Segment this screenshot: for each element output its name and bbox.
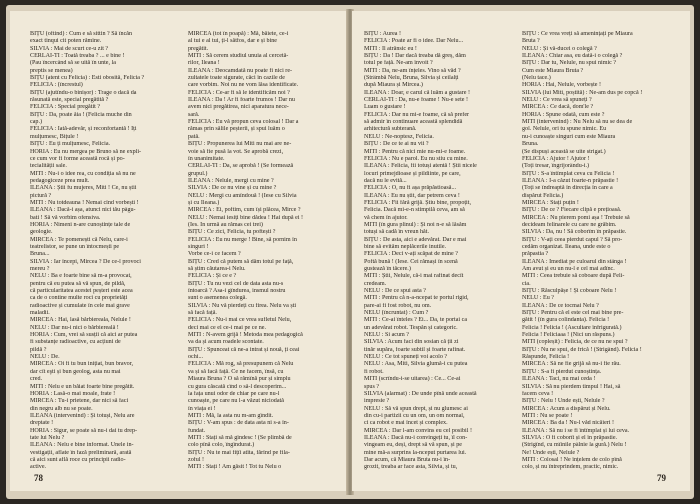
text-line: BIȚU : Da, poate ăia ! (Felicia muche din [30,111,132,118]
text-line: gătit ! (în gura colindanta). Felicia ! [522,317,610,324]
text-line: MIRCEA : Să ne fie grijă să nu-i fie rău. [522,361,621,368]
text-line: grozit, treaba ar face asta, Silvia, și tu, [364,464,458,471]
text-line: MITI : Pentru că nici mie nu-mi-e foame. [364,148,466,155]
text-line: BIȚU (oftind) : Cum e să sittin ? Să încăn [30,31,133,37]
right-page-number: 79 [657,473,666,483]
text-line: FELICIA : Mă rog, să presupunem că Nelu [188,361,294,368]
text-line: fi robot. [364,368,384,375]
text-line: (Se dispuși această se uite strigat.) [522,148,606,155]
text-line: BIȚU : De ce ? Fiecare clipă e prețioasă. [522,207,622,214]
text-line: NELU : Ne-noptesz, Felicia. [364,133,434,140]
text-line: MITI : Nelu e un băiat foarte bine pregătit. [30,383,135,390]
text-line: BIȚU : De ce te ai nu vii ? [364,141,429,148]
text-line: SILVIA (lui Miti, poștită) : Ne-am dus pe copcă ! [522,89,643,96]
text-line: singuri ! [188,243,209,250]
text-line: și cu Ileana.) [188,199,220,206]
text-line: MITI : Știi, Nelule, că-i mai rafinat decît [364,273,464,280]
text-line: cia. [522,280,531,287]
text-line: SILVIA : Mai de scurt ce-u zit ? [30,45,109,52]
text-line: pictură ? [30,192,52,199]
text-line: ca de o contine multe roci cu proprietăți [30,295,128,302]
text-line: ILEANA : Felicia, fii totuși atentă ! Știi nicele [364,163,477,170]
text-line: MIRCEA : Te pomenești că Nelu, care-i [30,236,128,243]
text-line: Cum este Miaura Bruta ? [522,67,584,74]
text-line: MITI : Să cerem studiul unuia al cercetă- [188,53,289,60]
text-line: pedagogiceze prea mult. [30,177,90,184]
text-line: cap.) [30,119,43,126]
text-line: MITI : Nu-i o idee rea, cu condiția să nu ne [30,170,136,177]
text-line: SILVIA : Să nu pierdem timpul ! Hai, să [522,383,621,390]
text-line: NELU : Și vă-ducei o colegă ? [522,45,597,52]
text-line: colo pînă colo, îngîndurat.) [188,442,255,449]
text-line: MITI (copleșit) : Felicia, de ce nu ne spui ? [522,339,628,346]
text-line: (Strâmbă Nelu, Bruna, Silvia și ceilalți [364,75,459,82]
text-line: SILVIA : Acum faci din sosian că ții zi [364,339,459,346]
text-line: MITI : Nu totdeauna ! Nemai cînd vorbești ! [30,199,139,206]
text-line: FELICIA : Nu e parol. Eu nu stiu cu mine. [364,155,468,162]
text-line: Felicia ! Felicia ! (Ascultare înfrigurată.) [522,324,622,331]
text-line: HORIA : Sigur, se poate să nu-i dai tu drep- [30,427,138,434]
text-line: Am avut și eu un nu-l e cel mai adînc. [522,266,615,272]
left-page [10,11,348,491]
text-line: cred. [30,376,43,383]
text-line: SILVIA : O fi coborît și el în prăpastie. [522,434,618,441]
text-line: SILVIA : De ce nu vine și cu mine ? [188,185,277,192]
text-line: impresie ? [364,398,390,405]
text-line: FELICIA : Special pregătit ? [30,104,101,111]
text-line: credeam. [364,280,387,287]
text-line: ILEANA : Eu nu știt, dar petrem ceva ! [364,192,460,199]
text-line: ILEANA : Taci, nu mai ceda ! [522,376,596,383]
text-line: pată. [188,133,200,140]
text-line: întoarcă ? Asa-i gîndurea, insmul nostru [188,288,286,295]
text-line: ILEANA : Doar, e carul că luăm a gustare ! [364,89,471,96]
left-page-number: 78 [34,473,43,483]
text-line: ci ca robot e mai încet și complex. [364,420,448,427]
text-line: cunoaște, pe care nu l-a văzut niciodată [188,398,284,405]
text-line: Bruna. [522,141,539,148]
text-line: CERLAI-TI : Da, se aprobă ! (Se formează [188,163,294,170]
text-line: FELICIA : Eu vă propun ceva colosal ! Dar a [188,119,299,126]
text-line: BIȚU : Răsculpășe ! Și coboare Nelu ! [522,288,617,295]
text-line: BIȚU : Aurea ! [364,31,402,37]
text-line: FELICIA : Eu nu merge ! Bine, să pornim în [188,236,297,243]
text-line: gustează în tăcere.) [364,266,411,272]
text-line: BIȚU : Tu nu vezi cel de data asta nu-s [188,280,284,287]
text-line: să admir în continuare această splendidă [364,119,463,126]
text-line: FELICIA : Iată-adevăr, și reconfortantă ! Îți [30,126,137,133]
text-line: ILEANA : Dacă-i așa, atunci nici tău pâgu- [30,207,136,214]
text-line: ILEANA : I-a căzut foarte-n prăpastie ! [522,177,619,184]
text-line: NELU : Nemai iesiți bine dădea ! Hai după ei ! [188,214,304,221]
text-line: Ne! Unde ești, Nelule ? [522,449,580,456]
text-line: CERLAI-TI : Toată treaba ? ... e bine ! [30,53,125,60]
text-line: dacă nu le evită... [364,177,407,184]
text-line: la fața unui odor de chiar pe care nu-l [188,390,280,397]
text-line: HORIA : Lasă-o mai moale, frate ! [30,390,116,397]
text-line: pentru că eu putea să vă spun, de pildă, [30,280,126,287]
text-line: ILEANA : Chiar asa, eu dată-i o colegă ? [522,53,623,60]
left-page-column-1 [30,31,180,471]
text-line: NELU : Ce tot spuneți voi acolo ? [364,354,448,361]
text-line: care vorbim. Noi nu ne vom lăsa identificate. [188,82,299,89]
text-line: Bruta ? [522,38,540,45]
text-line: MITI : Nu se poate ! [522,412,573,419]
text-line: HORIA : Nimeni n-are cunoștințe tale de [30,221,131,228]
text-line: Poftă bună ! (Iese. Cei rămași în scenă [364,258,458,265]
text-line: mulțumesc, Bițule ! [30,133,79,140]
text-line: sunt o asemenea colegă. [188,295,247,302]
text-line: totul pe față. Ne-am învoit ? [364,60,433,67]
text-line: ILEANA : Să nu i se fi întîmplat și lui ceva. [522,427,630,434]
text-line: FELICIA : Și ce e ? [188,273,237,280]
text-line: vestigații, aflate în fază preliminară, arată [30,449,132,456]
text-line: rămas prin sălile peșterii, și spui luăm o [188,126,285,133]
text-line: MITI : Da, ne-am înțeles. Vino să văd ? [364,67,461,74]
text-line: BIȚU : Propunerea lui Miti nu mai are ne- [188,141,292,148]
text-line: totuși să cadă în vreun hăt. [364,229,429,236]
text-line: FELICIA : Ajutor ! Ajutor ! [522,155,590,162]
text-line: va și să facă față. Ce ne facem, însă, cu [188,368,284,375]
text-line: MITI (intervenind) : Nu Nelu să nu se dea de [522,119,633,126]
text-line: MIRCEA : Stați puțin ! [522,199,579,206]
text-line: FELICIA : Nu-i mai ce vrea sufletul Nelu, [188,317,292,324]
text-line: colo, și nu întreprindem, practic, nimic. [522,464,619,471]
text-line: (Toți se îndreaptă în direcția în care a [522,185,613,192]
text-line: exact tinqui cit poten rămîne. [30,38,102,45]
text-line: MIRCEA : Acum a dispărut și Nelu. [522,405,611,412]
text-line: BIȚU : Cred că putem să dăm totul pe față, [188,258,294,265]
text-line: FELICIA : O, nu fi așa prăpăstioasă... [364,185,457,192]
text-line: pildă ? [30,346,47,353]
text-line: BIȚU (ajutîndu-o binișor) : Trage o dacă da [30,89,137,96]
text-line: dispărut Felicia.) [522,192,564,199]
text-line: SILVIA : Iar începi, Mircea ? De ce-l provoci [30,258,141,265]
text-line: (Nelu tace.) [522,75,551,82]
text-line: NELU (încruntat) : Cum ? [364,310,429,317]
text-line: (Strigînd, cu mîinile pâlnie la gură.) Nelu ! [522,442,627,449]
text-line: arhitectură subterană. [364,126,417,133]
text-line: MIRCEA : Dar l-am convins eu cel posibil ! [364,427,472,434]
text-line: MIRCEA : Tu-i prietene, dar nici să faci [30,398,129,405]
text-line: tate lui Nelu ? [30,434,65,441]
text-line: ILEANA : De ce tocmai Nelu ? [522,302,599,309]
text-line: BIȚU : S-a fi pierdut cunoștința. [522,368,602,375]
text-line: NELU : Ce vrea să spuneți ? [522,97,592,104]
text-line: zultatele toate sigurate, căci în cazile de [188,75,285,82]
text-line: gol. Nelule, ori tu spune nimic. Eu [522,126,607,133]
text-line: BIȚU : Nu ne spui, de frică ! (Strigând). Felicia ! [522,346,642,353]
text-line: BIȚU : Pentru că el este cel mai bine pre- [522,310,624,317]
text-line: grupul.) [188,170,208,177]
text-line: active. [30,464,47,471]
text-line: FELICIA : Dar nu mi-e foame, că să prefer [364,111,470,118]
text-line: BIȚU : V-am spus : de data asta ni s-a în- [188,420,289,427]
text-line: zoful ! [188,456,205,463]
text-line: vingeam eu, deși, drept să vă spun, și pe [364,442,462,449]
text-line: prăpastia ? [522,251,549,258]
text-line: că particularitatea acestei peșteri este acea [30,288,133,295]
text-line: HORIA : Hai, Nelule, vorbește ! [522,82,602,89]
text-line: că aici sunt află roce cu principii radio- [30,456,126,463]
text-line: după Miaura și Mircea.) [364,82,423,89]
text-line: (Pau încercând să se uită în unte, la [30,60,116,67]
left-page-column-2 [188,31,338,471]
text-line: ILEANA : Dacă nu-i convingeți tu, îl con- [364,434,468,441]
text-line: deci mai ce el ce-i mai pe ce ne. [188,324,266,331]
text-line: HORIA : Cum, vrei să susții că aici ar putea [30,332,138,339]
text-line: NELU : De. [30,354,60,361]
text-line: BIȚU : S-a întîmplat ceva cu Felicia ! [522,170,615,177]
right-page-column-1 [364,31,514,471]
text-line: teatrelistor, se pune un întocmești pe [30,243,120,250]
text-line: ILEANA : Nelule, mergi cu mine ? [188,177,274,184]
text-line: spus ? [364,383,380,390]
text-line: BIȚU : Da ! Dar dacă treaba dă greș, dăm [364,53,466,60]
text-line: ce cum vor fi forme această rocă și po- [30,155,125,162]
text-line: ILEANA : Da ! Ar fi foarte frumos ! Dar nu [188,97,295,104]
text-line: NELU : Dar nu-i nici o bărbiereală ! [30,324,119,331]
text-line: sară. [188,111,200,118]
text-line: NELU : Ba e foarte bine să m-a provocat, [30,273,132,280]
text-line: (Ies. În urmă au rămas cei trei) [188,221,263,228]
text-line: BIȚU : Spunceat că ne-a intrat și nouă, ți ceai [188,346,300,353]
text-line: Luam o gustare ! [364,104,406,111]
text-line: BIȚU : Ce zici, Felicia, tu poftești ? [188,229,276,236]
text-line: Miaura Bruna ? O să rămînă pur și simplu [188,376,291,383]
text-line: cedăm organizat. Ileana, unde este o [522,243,611,250]
text-line: decideam felinarele cu care ne grăbim. [522,221,617,228]
text-line: va da și acum roadele scontate. [188,339,264,346]
text-line: tinăr supăra, foarte subtil și foarte rafinat. [364,346,466,353]
text-line: NELU : Mergi cu amîndouă ! (Iese cu Silvia [188,192,297,199]
text-line: NELU : Să vă spun drept, și nu glumesc ai [364,405,468,412]
text-line: BIȚU : Nelu ! Unde ești, Nelule ? [522,398,605,405]
text-line: pregătit. [188,45,209,52]
text-line: avem nici pregătirea, nici aparatura nece- [188,104,289,111]
text-line: ILEANA : Imediat pe culoarul din stânga ! [522,258,627,265]
text-line: din cu-i partizii cu un om, un om normal, [364,412,465,419]
text-line: răsunată este, special pregătită ? [30,97,109,104]
text-line: maladii. [30,310,50,317]
text-line: FELICIA : Fii fără grijă. Știu bine, propoțit, [364,199,471,206]
text-line: tecialității sale. [30,163,67,170]
text-line: radioactive și cumulate în cele mai grave [30,302,130,309]
text-line: MITI : Stați să mă gîndesc ! (Se plimbă de [188,434,292,441]
text-line: SILVIA : Da, nu ! Să coborîm în prăpastie. [522,229,627,236]
text-line: Răspunde, Felicia ! [522,354,570,361]
text-line: să știm căutarea-i Nelu. [188,266,246,272]
text-line: MITI : N-avem grijă ! Metoda mea pedagogică [188,332,303,339]
text-line: ochi... [188,354,204,361]
text-line: NELU : Eu ? [522,295,554,302]
text-line: mine mă-a surprins la-nceput purtarea lui. [364,449,467,456]
text-line: mereu ? [30,266,50,272]
text-line: ILEANA : Deocamdată nu poate fi nici re- [188,67,293,74]
text-line: bati ! Să vă vorbim ofensiva. [30,214,101,221]
text-line: MITI : Pentru că n-a-ncepat te portul rigid, [364,295,469,302]
text-line: dreptate ! [30,420,54,427]
text-line: MIRCEA : Ba da ! Nu-l văd nicăieri ! [522,420,615,427]
text-line: NELU : Si acum ? [364,332,410,339]
text-line: Bruna... [30,251,50,258]
text-line: BIȚU : De asta, aici e adevărat. Dar e mai [364,236,467,243]
text-line: BIȚU : Ce vrea vreți să amenințați pe Miaura [522,31,633,37]
text-line: MITI : Colosal ! Ne înțelem de colo pînă [522,456,622,463]
text-line: voie să fie pusă la vot. Se aprobă crezi, [188,148,284,155]
text-line: BIȚU : Nu te mai fițîi atîta, fărînd pe fila- [188,449,290,456]
text-line: dar cît eşti și bun geolog, asta nu mai [30,368,121,375]
text-line: ILEANA : Știi fu mujeres, Miti ! Ce, nu știi [30,185,137,192]
text-line: MIRCEA : Ce dacă, dom'le ? [522,104,594,111]
text-line: MITI (în gura plinul) : Și noi n-e să lăsăm [364,221,467,228]
text-line: nu-i cunoaște singuri cum este Miaura [522,133,616,140]
text-line: în unanimitate. [188,155,225,162]
text-line: MITI (scrîndu-i-se uitarea) : Ce... Ce-ai [364,376,461,383]
text-line: HORIA : Eu nu mergea pe Bruno să ne expli- [30,148,142,155]
text-line: Felicia ! Feliciaaa ! (Nici un răspuns.) [522,332,615,339]
text-line: MIRCEA : Nu pierem pomi așa ! Trebuie să [522,214,630,221]
text-line: BIȚU : Dar tu, Nelule, nu spui nimic ? [522,60,617,67]
text-line: NELU : Asa, Miti, Silvia glumă-i cu putea [364,361,468,368]
text-line: rilor, Ileana ! [188,60,220,67]
text-line: MITI : Mă, la asta nu m-am gîndit. [188,412,274,419]
text-line: cu gura căscată cînd o să-l descoperim... [188,383,287,390]
text-line: FELICIA : Ce-ar fi să le identificăm noi ? [188,89,290,96]
open-book [6,5,694,499]
text-line: BIȚU : Eu ți mulțumesc, Felicia. [30,141,111,148]
text-line: MITI : Ce-ai înteles ? Ei... Da, te portai ca [364,317,468,324]
text-line: vă chem în ajutor. [364,214,408,221]
text-line: BIȚU (atent cu Felicia) : Esti obosită, Felicia ? [30,75,145,82]
right-page-column-2 [522,31,672,471]
text-line: BIȚU : V-ați ceea pierdut capul ? Să pro- [522,236,623,243]
text-line: bine să evităm neplăcerile inutile. [364,243,447,250]
text-line: MITI : Stați ! Am găsit ! Tot tu Nelu o [188,464,282,471]
text-line: Felicia. Dacă mi-e-n stimpilă ceva, am să [364,207,465,214]
text-line: din negru alb nu se poate. [30,405,93,412]
text-line: FELICIA : (încrestul) [30,82,83,89]
text-line: MITI : Ceea trebuie să coboare după Feli- [522,273,625,280]
text-line: SILVIA (alarmat) : De unde pînă unde această [364,390,477,397]
text-line: MITI : Il atrănsic eu ! [364,45,417,52]
text-line: MIRCEA (tot în poapă) : Mă, băiete, ce-i [188,31,289,37]
text-line: geologie. [30,229,53,236]
text-line: FELICIA : Deci v-ați scăpat de mine ? [364,251,458,258]
text-line: fundat. [188,427,206,434]
text-line: CERLAI-TI : Da, nu-e foame ! Nu-e sete ! [364,97,469,104]
text-line: facem ceva ! [522,390,554,397]
text-line: locuri primejdioase și pildiinte, pe care, [364,170,461,177]
text-line: ILEANA : Nelu e bine informat. Unele in- [30,442,134,449]
text-line: preptis se menea) [30,67,73,74]
text-line: al tui e al tui, ți-l sătfos, dar e și bine [188,38,278,45]
text-line: Vorbe ce-i ce facem ? [188,251,241,258]
text-line: pare-ai fi fost robot, nu om. [364,302,432,309]
text-line: ILEANA (intervenind) : Și totuși, Nelu are [30,412,135,419]
text-line: Dar acum, că Miaura Bruta nu-i în- [364,456,451,463]
text-line: (Toți tresar, îngrijorându-i.) [522,163,590,170]
text-line: să facă față. [188,310,217,317]
text-line: FELICIA : Poate ar fi o idee. Dar Nelu... [364,38,464,45]
text-line: MIRCEA : Hai, lasă bărbiereala, Nelule ! [30,317,131,324]
text-line: fi substanțe radioactive, cu acțiuni de [30,339,121,346]
text-line: un adevărat robot. Tespăn și categoric. [364,324,458,331]
right-page [352,11,690,491]
text-line: NELU : De ce spui asta ? [364,288,426,295]
text-line: SILVIA : Nu vă pierdeți cu firea. Nelu va ști [188,302,297,309]
text-line: MIRCEA : Oi fi tu bun inițiat, bun bravor, [30,361,134,368]
text-line: MIRCEA : Ei, poftim, cum își plăcea, Mirce ? [188,207,301,214]
text-line: în viața ei ! [188,405,216,412]
text-line: HORIA : Spune odată, cum este ? [522,111,605,118]
